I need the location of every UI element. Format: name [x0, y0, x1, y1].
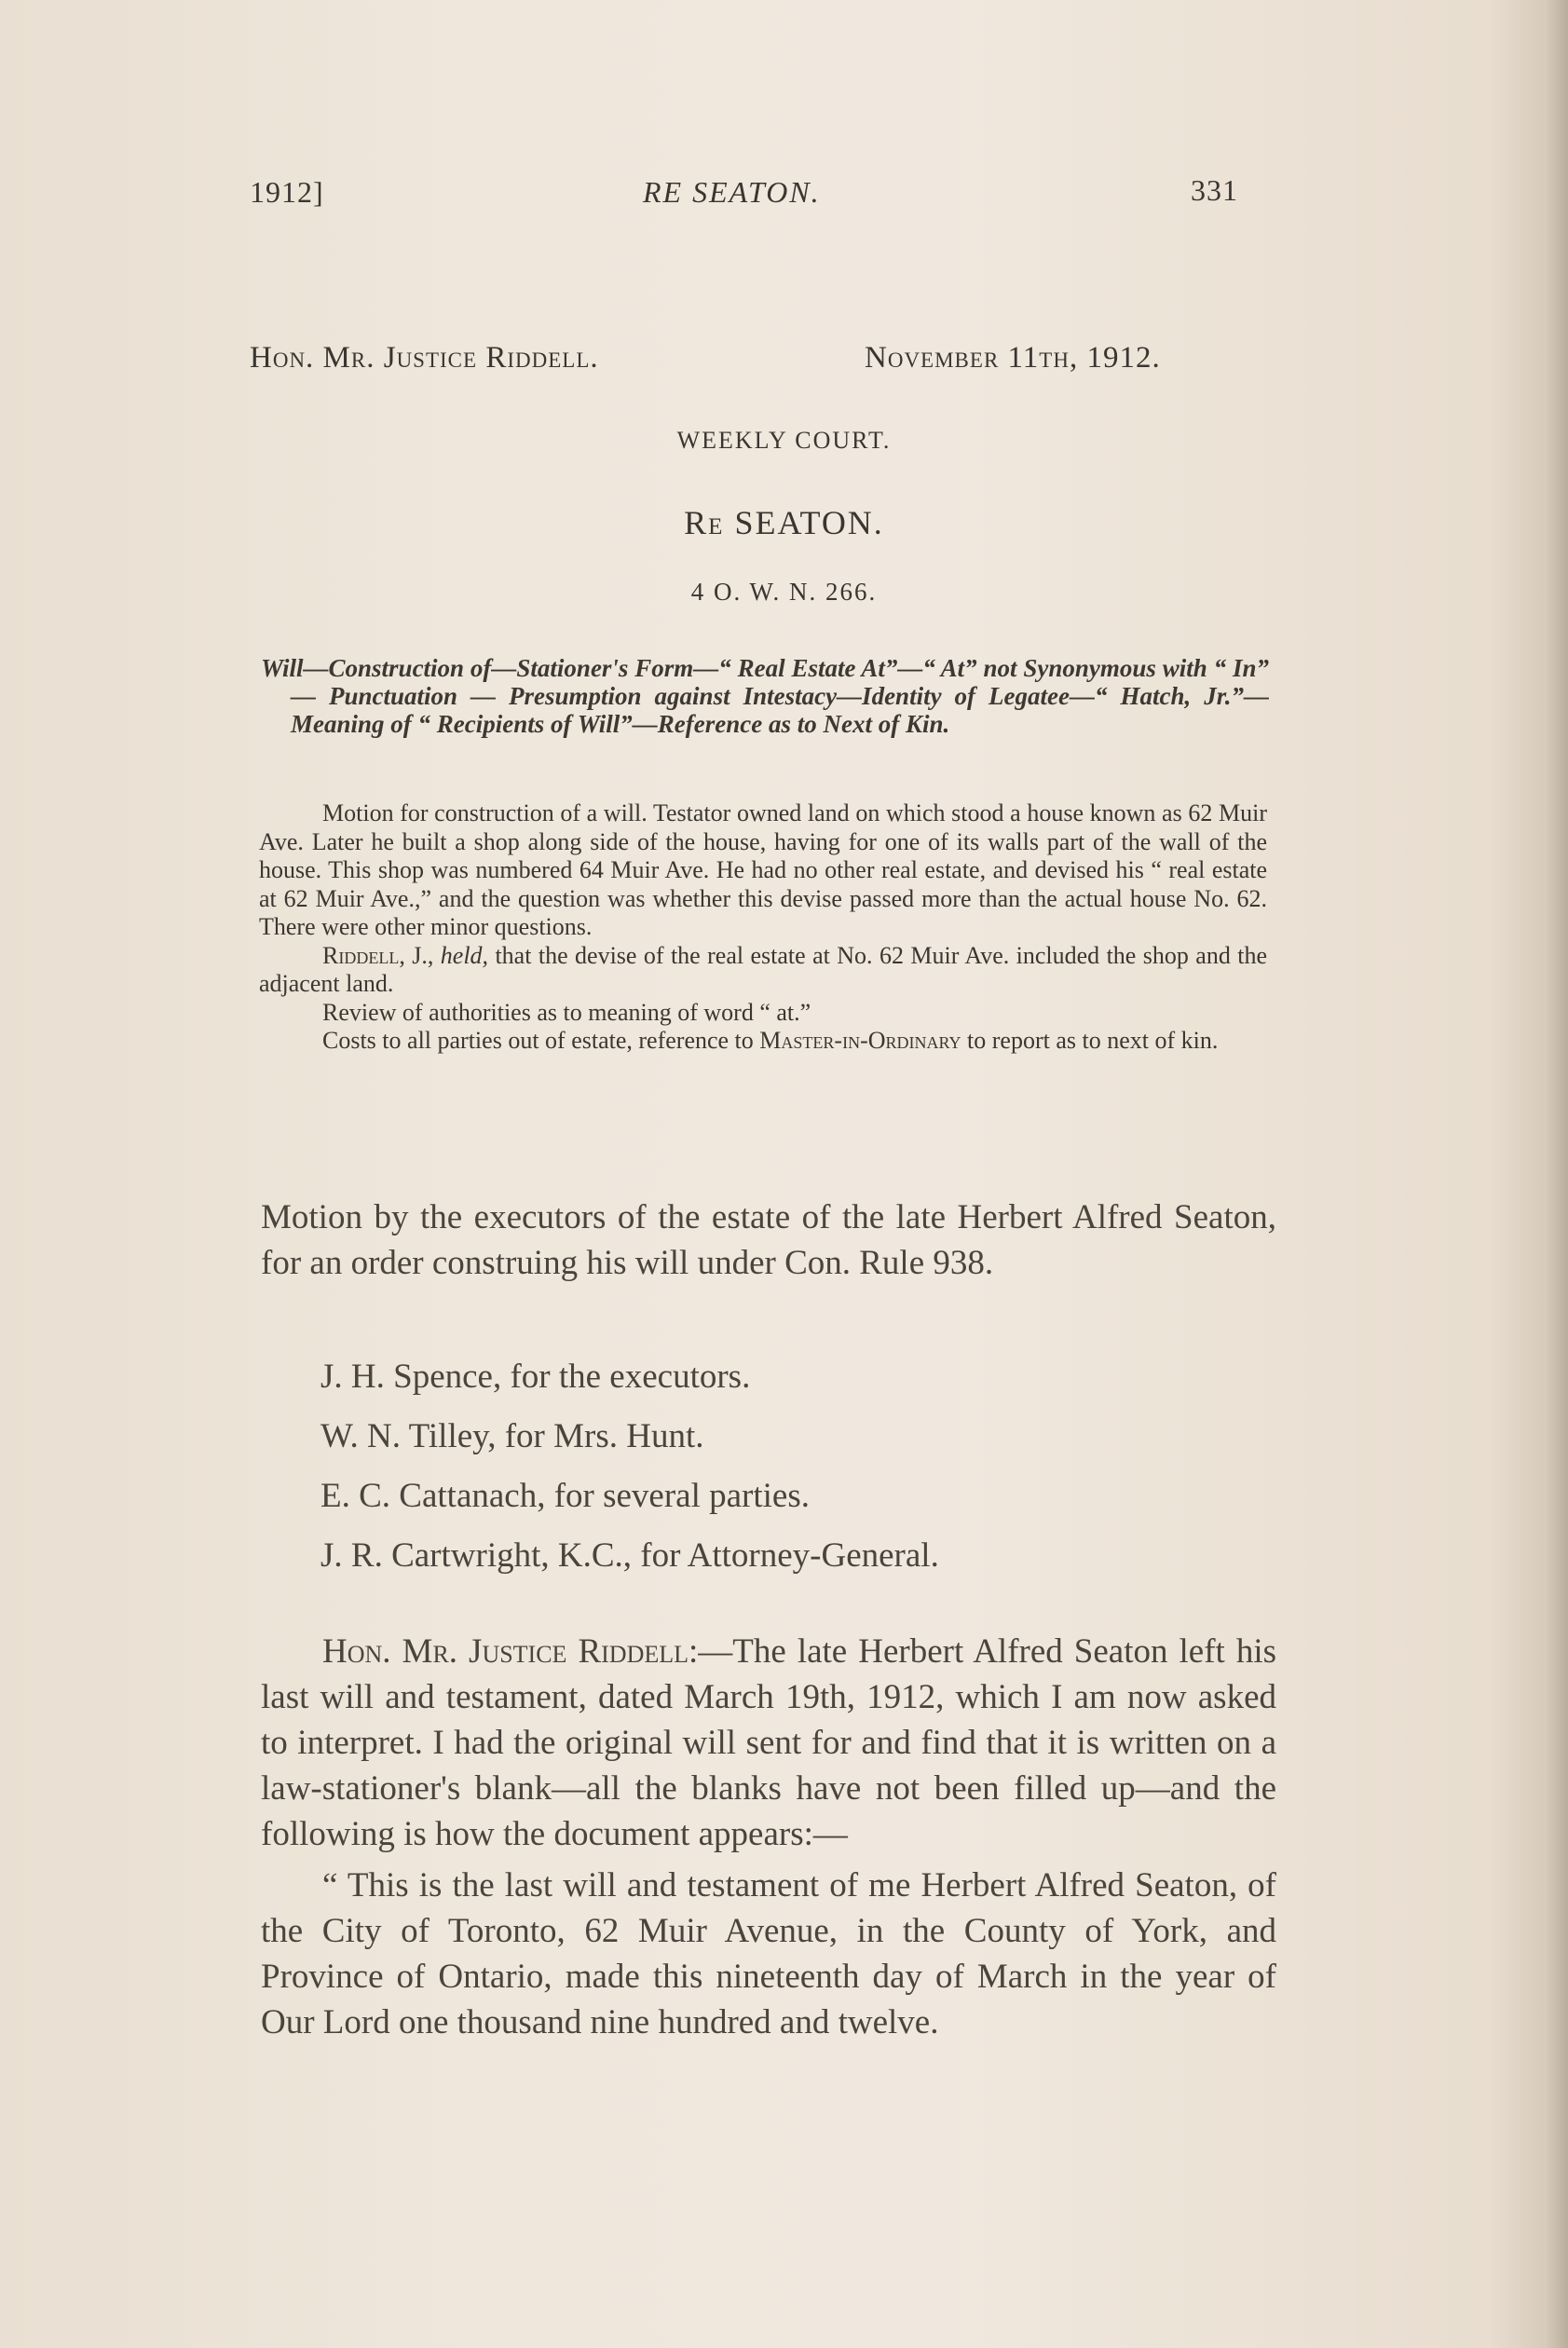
summary-costs [259, 1027, 1267, 1056]
headnote: Will—Construction of—Stationer's Form—“ Real Estate At”—“ At” not Synonymous with “ In” — Punctuation — Presumption against Intestacy—Identity of Legatee—“ Hatch, Jr.”—Meaning of “ Recipients of Will”—Reference as to Next of Kin. [261, 654, 1269, 738]
costs-master: Master-in-Ordinary [759, 1027, 961, 1054]
summary-paragraph: Motion for construction of a will. Testator owned land on which stood a house known as 62 Muir Ave. Later he built a shop along side of the house, having for one of its walls part of the wall of the house. This shop was numbered 64 Muir Ave. He had no other real estate, and devised his “ real estate at 62 Muir Ave.,” and the question was whether this devise passed more than the actual house No. 62. There were other minor questions. [259, 799, 1267, 940]
page-number: 331 [1191, 173, 1238, 207]
opinion-judge: Hon. Mr. Justice Riddell [322, 1632, 689, 1671]
costs-text-b: to report as to next of kin. [961, 1027, 1219, 1054]
motion-paragraph [261, 1194, 1276, 1286]
will-quote: “ This is the last will and testament of me Herbert Alfred Seaton, of the City of Toronto, 62 Muir Avenue, in the County of York, and Province of Ontario, made this nineteenth day of March in the year of Our Lord one thousand nine hundred and twelve. [261, 1866, 1276, 2041]
costs-text-a: Costs to all parties out of estate, reference to [322, 1027, 760, 1054]
running-head-title: RE SEATON. [643, 175, 821, 209]
motion-text: Motion by the executors of the estate of the late Herbert Alfred Seaton, for an order construing his will under Con. Rule 938. [261, 1198, 1276, 1282]
summary-holding [259, 942, 1267, 999]
opinion-text: :—The late Herbert Alfred Seaton left his last will and testament, dated March 19th, 1912, which I am now asked to interpret. I had the original will sent for and find that it is written on a law-stationer's blank—all the blanks have not been filled up—and the following is how the document appears:— [261, 1632, 1276, 1853]
counsel-line: W. N. Tilley, for Mrs. Hunt. [320, 1417, 704, 1455]
holding-text: that the devise of the real estate at No. 62 Muir Ave. included the shop and the adjacent land. [259, 941, 1268, 997]
counsel-line: E. C. Cattanach, for several parties. [320, 1477, 810, 1515]
judge-name: Hon. Mr. Justice Riddell. [250, 341, 599, 375]
case-summary [259, 799, 1267, 1056]
holding-judge: Riddell, J., [322, 941, 434, 969]
court-name: WEEKLY COURT. [676, 427, 892, 454]
counsel-line: J. R. Cartwright, K.C., for Attorney-General. [320, 1536, 939, 1575]
case-name: Re SEATON. [684, 504, 884, 541]
opinion-paragraph [261, 1629, 1276, 1857]
page-edge [1544, 0, 1568, 2348]
running-head-year: 1912] [250, 175, 324, 209]
decision-date: November 11th, 1912. [865, 341, 1161, 375]
counsel-line: J. H. Spence, for the executors. [320, 1358, 751, 1396]
summary-review: Review of authorities as to meaning of word “ at.” [322, 998, 811, 1026]
citation: 4 O. W. N. 266. [690, 578, 878, 606]
opinion [261, 1629, 1276, 2045]
holding-held: held, [440, 941, 489, 969]
